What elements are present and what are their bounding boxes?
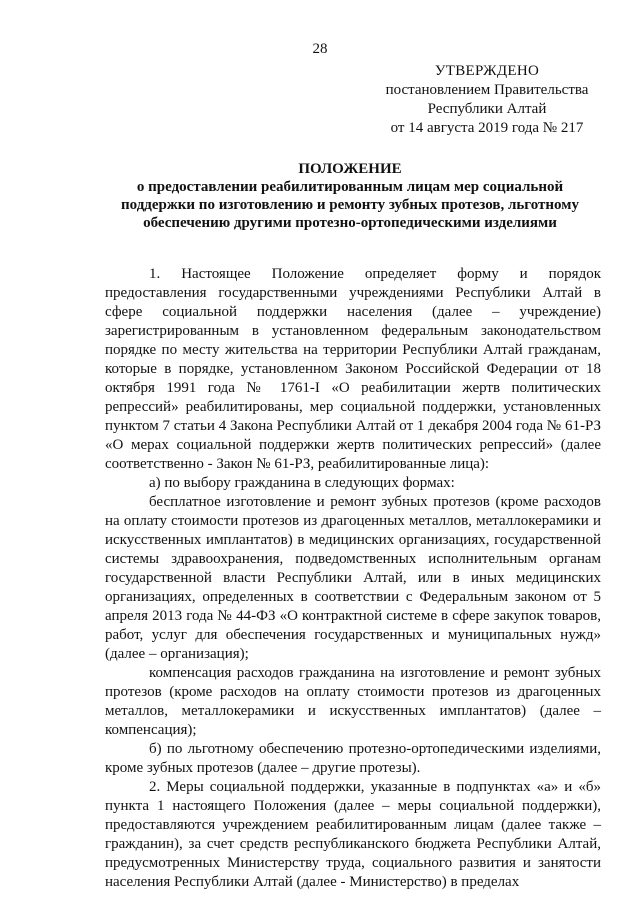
title-line: о предоставлении реабилитированным лицам мер социальной [136,179,564,195]
approval-block [372,62,602,138]
paragraph-compensation: компенсация расходов гражданина на изготовление и ремонт зубных протезов (кроме расходов на оплату стоимости протезов из драгоценных металлов, металлокерамики и искусственных имплантатов) (далее – компенсация); [105,665,601,738]
document-title [100,160,600,232]
page-number: 28 [312,41,328,57]
paragraph-1: 1. Настоящее Положение определяет форму и порядок предоставления государственными учреждениями Республики Алтай в сфере социальной поддержки населения (далее – учреждение) зарегистрированным в установленном федеральным законодательством порядке по месту жительства на территории Республики Алтай гражданам, которые в порядке, установленном Законом Российской Федерации от 18 октября 1991 года № 1761-I «О реабилитации жертв политических репрессий» реабилитированы, мер социальной поддержки, установленных пунктом 7 статьи 4 Закона Республики Алтай от 1 декабря 2004 года № 61-РЗ «О мерах социальной поддержки жертв политических репрессий» (далее соответственно - Закон № 61-РЗ, реабилитированные лица): [105,266,601,472]
paragraph-free-dentures: бесплатное изготовление и ремонт зубных протезов (кроме расходов на оплату стоимости протезов из драгоценных металлов, металлокерамики и искусственных имплантатов) в медицинских организациях, государственной системы здравоохранения, подведомственных исполнительным органам государственной власти Республики Алтай, или в иных медицинских организациях, определенных в соответствии с Федеральным законом от 5 апреля 2013 года № 44-ФЗ «О контрактной системе в сфере закупок товаров, работ, услуг для обеспечения государственных и муниципальных нужд» (далее – организация); [105,494,601,662]
approval-line: Республики Алтай [427,101,547,117]
paragraph-2: 2. Меры социальной поддержки, указанные в подпунктах «а» и «б» пункта 1 настоящего Положения (далее – меры социальной поддержки), предоставляются учреждением реабилитированным лицам (далее также – гражданин), за счет средств республиканского бюджета Республики Алтай, предусмотренных Министерству труда, социального развития и занятости населения Республики Алтай (далее - Министерство) в пределах [105,779,601,890]
approval-line: постановлением Правительства [385,82,589,98]
title-heading: ПОЛОЖЕНИЕ [298,161,402,177]
title-line: обеспечению другими протезно-ортопедическими изделиями [143,215,557,231]
approval-heading: УТВЕРЖДЕНО [434,63,540,79]
document-body [105,265,601,892]
paragraph-1b: б) по льготному обеспечению протезно-ортопедическими изделиями, кроме зубных протезов (далее – другие протезы). [105,741,601,776]
approval-line: от 14 августа 2019 года № 217 [390,120,584,136]
title-line: поддержки по изготовлению и ремонту зубных протезов, льготному [121,197,579,213]
paragraph-1a: а) по выбору гражданина в следующих формах: [149,475,455,491]
